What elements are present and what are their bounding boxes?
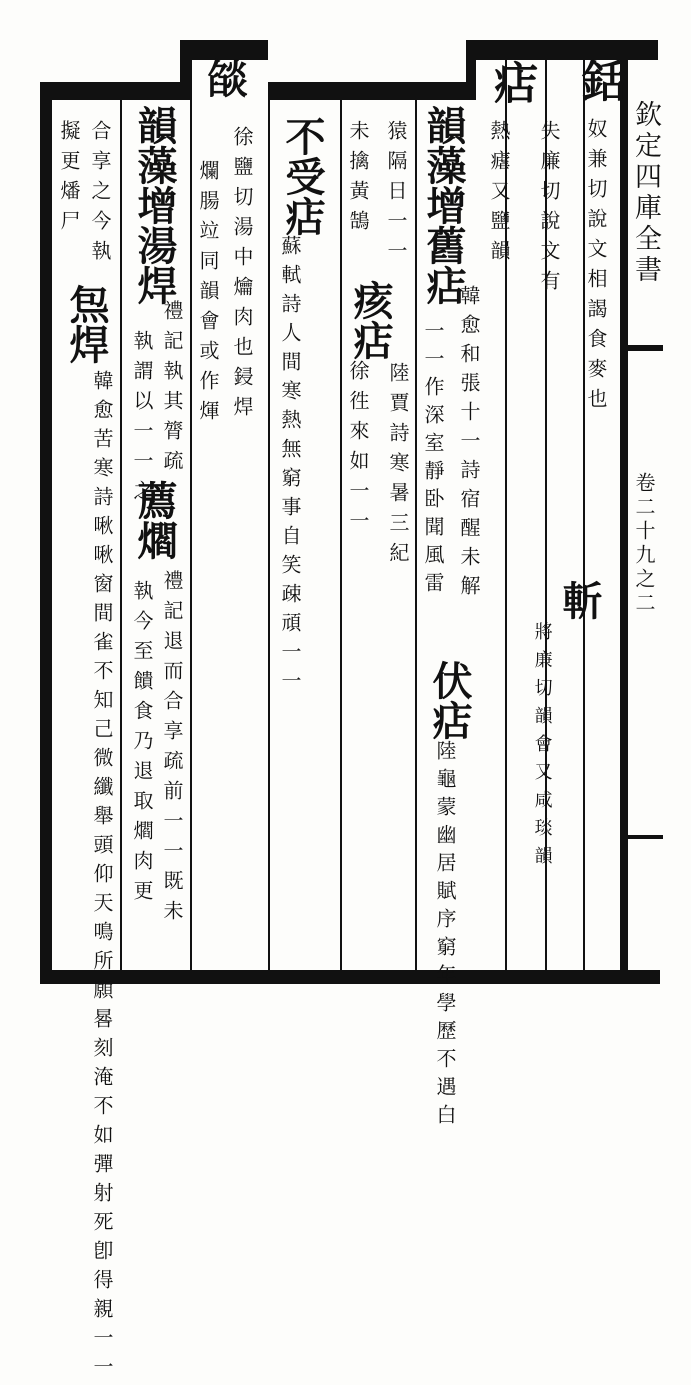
entry-note: 蘇軾詩人間寒熱無窮事自笑疎頑一一 [278, 235, 302, 699]
frame-notch-right [466, 40, 476, 100]
entry-note: 擬更燔尸 [57, 120, 81, 240]
column-8 [192, 58, 268, 968]
entry-note: 合享之今執 [88, 120, 112, 270]
entry-note: 執今至饋食乃退取爓肉更 [130, 580, 154, 910]
entry-head: 燄 [201, 58, 248, 98]
entry-note: 禮記執其膂疏 [160, 300, 184, 480]
entry-note: 奴兼切說文相謁食麥也 [584, 118, 608, 418]
column-11 [55, 100, 85, 970]
entry-head: 銛 [574, 58, 625, 104]
entry-note: 未擒黃鵠 [346, 120, 370, 240]
entry-head: 斬 [556, 580, 603, 620]
frame-top-bar-left [180, 40, 268, 60]
margin-arrow-rule [628, 835, 663, 839]
entry-head: 舊痁 [420, 225, 467, 305]
entry-head: 韻藻增湯焊 [131, 105, 178, 305]
entry-head: 韻藻增 [420, 105, 467, 225]
frame-left-bar [40, 82, 52, 982]
entry-note: 禮記退而合享疏前一一既未 [160, 570, 184, 930]
entry-head: 痁 [486, 60, 537, 106]
entry-note: 徐徃來如一一 [346, 360, 370, 540]
book-title: 欽定四庫全書 [630, 100, 661, 286]
entry-head: 伏痁 [426, 660, 473, 740]
volume-label: 卷二十九之二 [632, 472, 656, 616]
column-6 [342, 100, 378, 970]
frame-top-bar-mid [268, 82, 468, 100]
entry-note: 爛腸竝同韻會或作煇 [196, 160, 220, 430]
entry-note: 韓愈和張十一詩宿醒未解 [457, 285, 481, 604]
entry-note: 韓愈苦寒詩啾啾窗間雀不知己微纖舉頭仰天鳴所願晷刻淹不如彈射死卽得親一一 [90, 370, 114, 1385]
margin-arrow-rule [628, 345, 663, 351]
entry-note: 失廉切說文有 [537, 120, 561, 300]
entry-note: 猿隔日一一 [384, 120, 408, 270]
frame-notch-left [180, 40, 190, 100]
frame-bottom-bar [40, 970, 660, 984]
entry-head: 炰焊 [63, 284, 110, 364]
entry-note: 徐鹽切湯中爚肉也鋟焊 [230, 126, 254, 426]
entry-note: 陸賈詩寒暑三紀 [386, 362, 410, 572]
entry-note: 熱瘧又鹽韻 [487, 120, 511, 270]
column-9 [122, 100, 190, 970]
frame-top-bar-low [40, 82, 180, 100]
column-4 [417, 100, 503, 1132]
entry-note: 陸龜蒙幽居賦序窮年學歷不遇白 [433, 740, 457, 1132]
entry-head: 痎痁 [347, 280, 394, 360]
column-7 [270, 100, 340, 970]
entry-note: 執謂以一一之 [130, 330, 154, 510]
column-1 [574, 58, 625, 968]
entry-note: 將廉切韻會又咸琰韻 [531, 622, 553, 874]
frame-top-bar-right [468, 40, 658, 60]
column-3 [486, 60, 543, 970]
entry-note: 一一作深室靜卧聞風雷 [421, 320, 445, 600]
entry-head: 不受痁 [279, 116, 326, 236]
entry-head: 薦爓 [131, 480, 178, 560]
